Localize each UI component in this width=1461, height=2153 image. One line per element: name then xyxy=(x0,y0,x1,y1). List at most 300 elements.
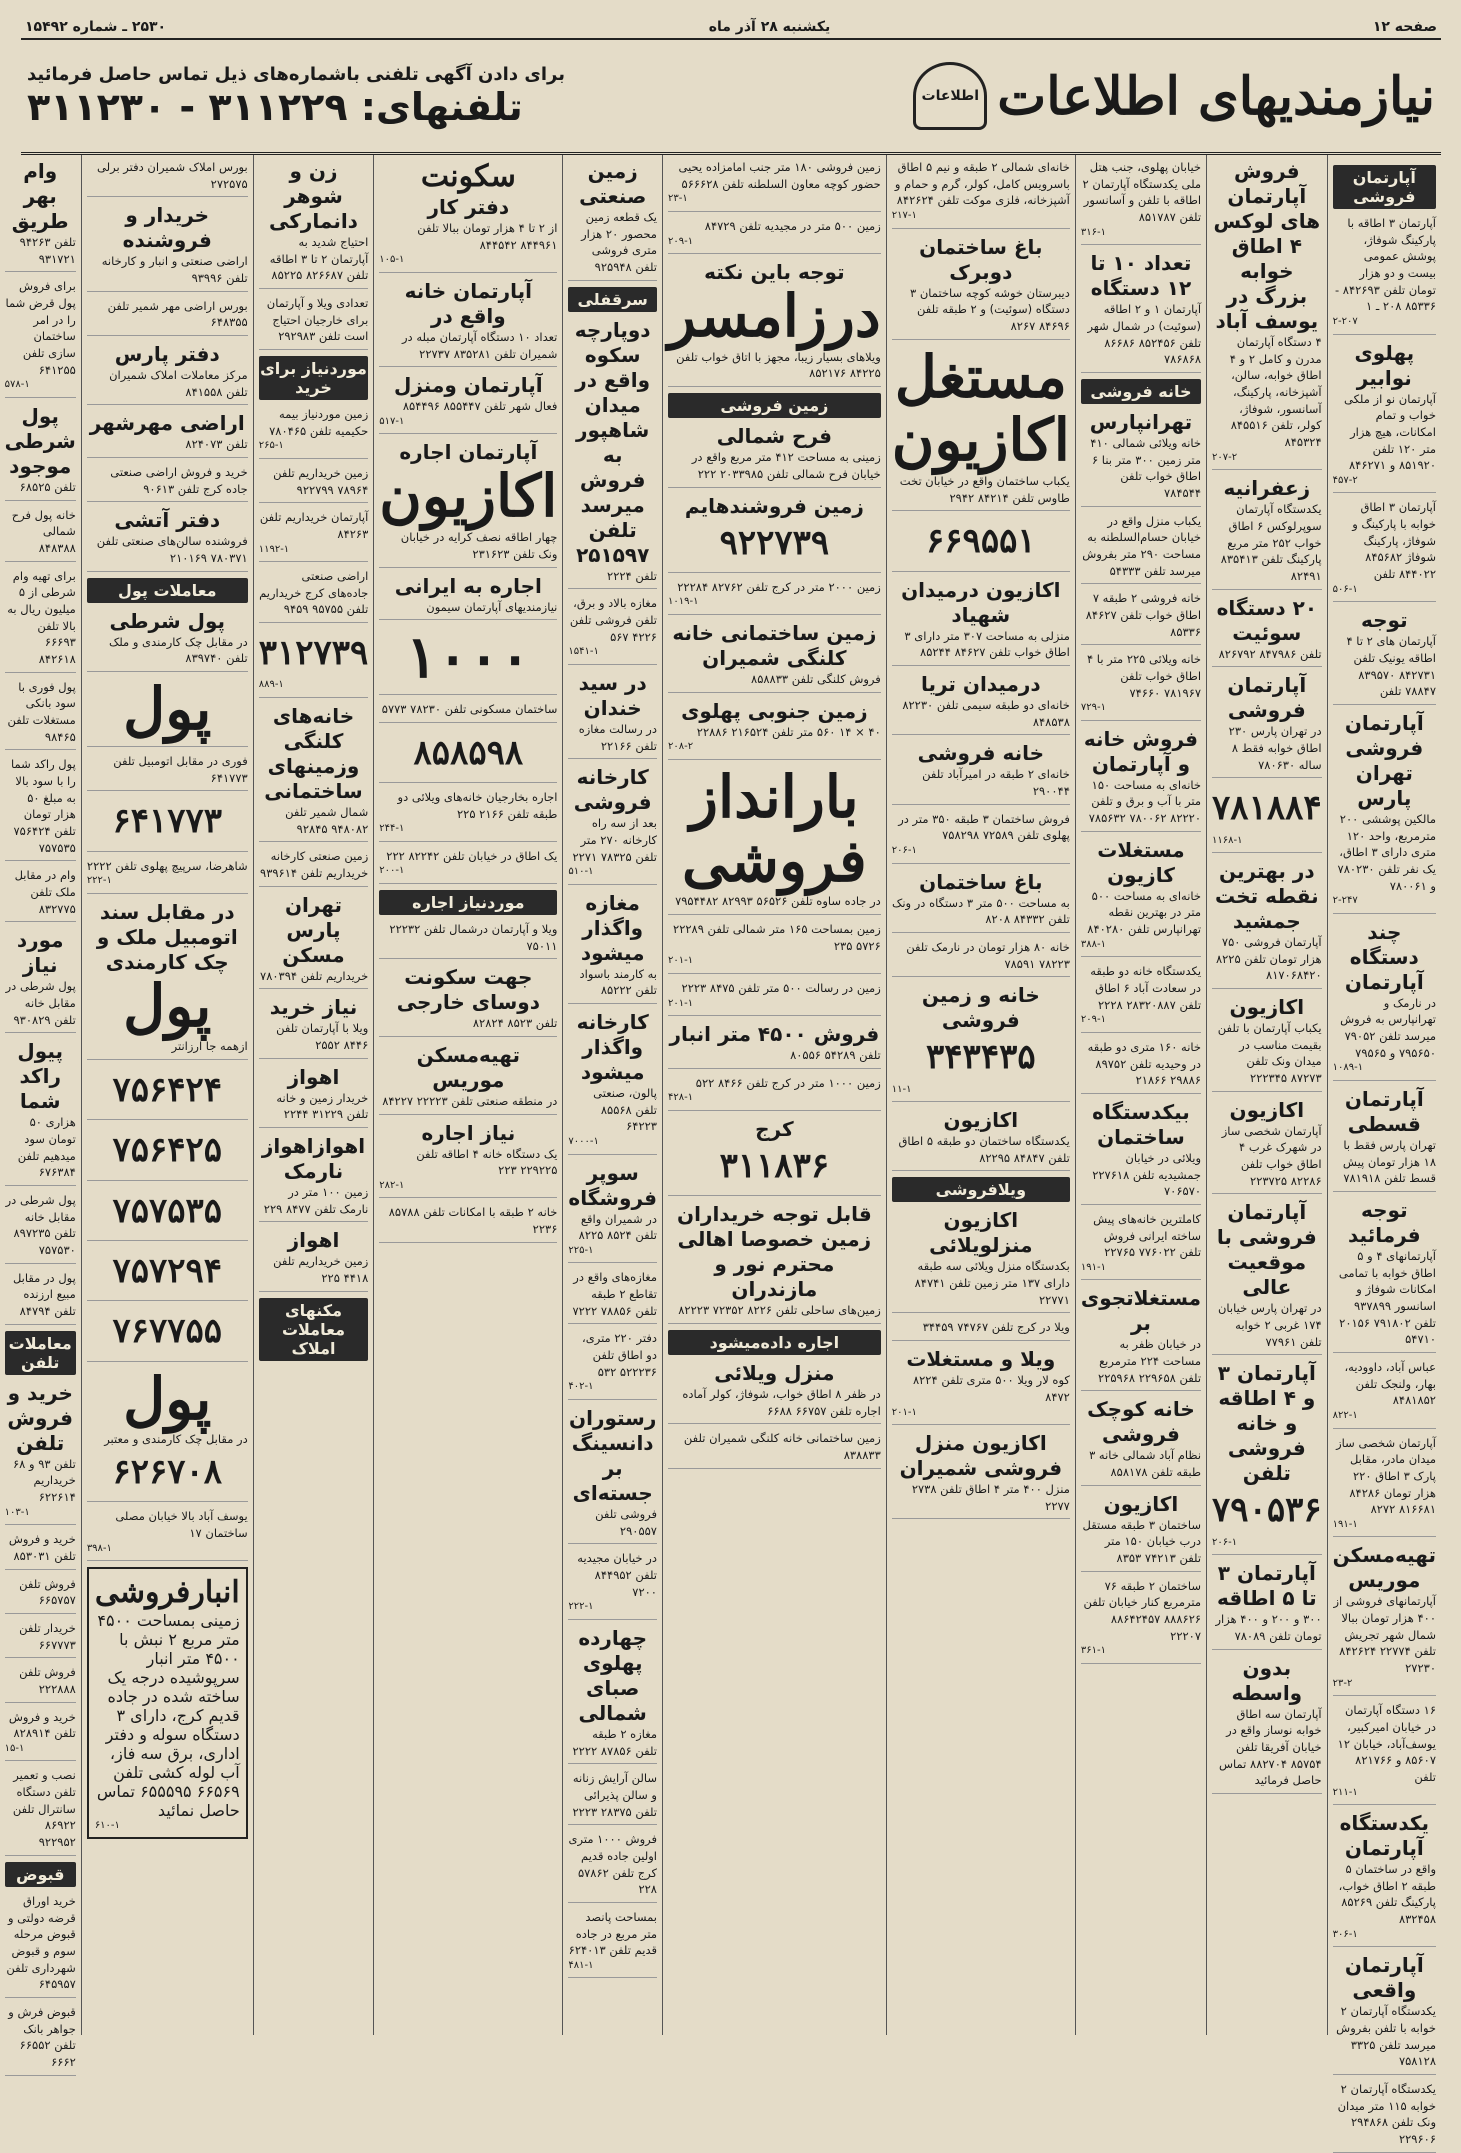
ad-body: تلفن ۶۸۵۲۵ xyxy=(19,479,76,494)
ad-heading: زعفرانیه xyxy=(1223,476,1311,501)
classified-ad xyxy=(87,411,248,458)
classified-ad xyxy=(379,279,557,367)
classified-ad xyxy=(87,508,248,571)
ad-phone-number: ۳۱۲۷۳۹ xyxy=(258,633,369,674)
ad-body: زمین خریداریم تلفن ۴۴۱۸ ۲۲۵ xyxy=(273,1254,369,1285)
ad-code: ۲۴۴-۱ xyxy=(379,823,405,835)
ad-heading: آپارتمان ۳ تا ۵ اطاقه xyxy=(1217,1561,1317,1611)
classified-ad xyxy=(1333,499,1436,602)
classified-ad xyxy=(1333,920,1436,1081)
ad-display-text: پول xyxy=(123,1364,212,1433)
ad-body: از ۲ تا ۴ هزار تومان ببالا تلفن ۸۴۴۹۶۱ ۸۴۴۵۴۲ xyxy=(417,221,558,252)
ad-body: در منطقه صنعتی تلفن ۲۲۲۲۳ ۸۴۲۲۷ xyxy=(382,1093,558,1108)
ad-heading: درمیدان تریا xyxy=(920,672,1041,697)
ad-heading: اکازیون xyxy=(1229,995,1305,1020)
ad-body: زمینی به مساحت ۴۱۲ متر مربع واقع در خیابان فرح شمالی تلفن ۲۰۳۳۹۸۵ ۲۲۲ xyxy=(691,450,881,481)
ad-body: زمین‌های ساحلی تلفن ۸۲۲۶ ۷۲۳۵۲ ۸۲۲۲۳ xyxy=(678,1303,881,1318)
classified-ad xyxy=(5,1620,76,1658)
classified-ad xyxy=(87,1508,248,1561)
ad-phone-number: ۸۵۸۵۹۸ xyxy=(413,732,524,773)
ad-code: ۱۹۱-۱ xyxy=(1080,1261,1106,1273)
classified-ad xyxy=(1081,838,1201,958)
classified-ad xyxy=(892,811,1070,864)
classified-ad xyxy=(568,318,657,590)
classified-ad xyxy=(87,1307,248,1361)
classified-ad xyxy=(259,568,369,623)
ad-heading: چهارده پهلوی صبای شمالی xyxy=(578,1625,648,1725)
ad-body: خریداریم تلفن ۷۸۰۳۹۴ xyxy=(260,968,369,983)
ad-body: بکدستگاه منزل ویلائی سه طبقه دارای ۱۳۷ متر زمین تلفن ۸۴۷۴۱ ۲۲۷۷۱ xyxy=(914,1259,1070,1307)
ad-heading: وام بهر طریق xyxy=(11,159,69,233)
ad-heading: تهران پارس مسکن xyxy=(282,892,345,967)
ad-body: خرید اوراق قرضه دولتی و قبوض مرحله سوم و قبوض شهرداری تلفن ۶۴۵۹۵۷ xyxy=(6,1893,76,1992)
ad-body: احتیاج شدید به آپارتمان ۲ تا ۳ اطاقه تلفن ۸۲۶۶۸۷ ۸۵۲۲۵ xyxy=(269,235,369,283)
ad-body: آپارتمان شخصی ساز در شهرک غرب ۴ اطاق خواب تلفن ۸۲۲۸۶ ۲۲۳۷۲۵ xyxy=(1221,1123,1322,1188)
ad-heading: آپارتمان ومنزل xyxy=(394,373,543,398)
classified-ad xyxy=(1212,1200,1322,1355)
classified-ad xyxy=(379,440,557,567)
ad-heading: دفتر پارس xyxy=(114,342,220,367)
ad-body: فروش تلفن ۶۶۵۷۵۷ xyxy=(19,1576,76,1608)
ad-code: ۲-۲۴۷ xyxy=(1332,895,1358,907)
ad-heading: کرج xyxy=(755,1116,794,1141)
ad-body: وام در مقابل ملک تلفن ۸۳۲۷۷۵ xyxy=(14,868,76,916)
classified-ad xyxy=(87,1066,248,1120)
masthead xyxy=(21,40,1441,155)
classified-ad xyxy=(668,1075,881,1111)
classified-ad xyxy=(1333,1702,1436,1805)
ad-display-text: اکازیون xyxy=(379,462,558,531)
classified-ad xyxy=(1081,1286,1201,1391)
ad-code: ۵۱۰-۱ xyxy=(568,866,594,878)
ad-body: در رسالت مغازه تلفن ۲۲۱۶۶ xyxy=(578,721,657,753)
ad-code: ۳۰۶-۱ xyxy=(1332,1928,1358,1940)
ad-code: ۲۲۲-۱ xyxy=(86,875,112,887)
ad-body: فعال شهر تلفن ۸۵۵۴۴۷ ۸۵۴۴۹۶ xyxy=(402,399,558,414)
ad-heading: خانه و زمین فروشی xyxy=(921,983,1040,1033)
classified-ad xyxy=(668,260,881,387)
ad-body: ویلا با آپارتمان تلفن ۸۴۴۶ ۲۵۵۲ xyxy=(276,1021,369,1052)
ad-body: مغازه بالاد و برق، تلفن فروشی تلفن ۴۲۲۶ ۵۶۷ xyxy=(569,596,657,644)
ad-body: فوری در مقابل اتومبیل تلفن ۶۴۱۷۷۳ xyxy=(113,753,248,785)
issue-date: یکشنبه ۲۸ آذر ماه xyxy=(708,19,831,35)
classified-ad xyxy=(1081,1397,1201,1485)
classified-ad xyxy=(892,235,1070,340)
ad-heading: اکازیون منزل فروشی شمیران xyxy=(899,1431,1063,1480)
classified-ad xyxy=(1081,513,1201,585)
ad-heading: فروش ۴۵۰۰ متر انبار xyxy=(669,1022,880,1047)
ad-phone-number: ۷۵۶۴۲۵ xyxy=(112,1130,223,1171)
ad-body: عباس آباد، داوودیه، بهار، ولنجک تلفن ۸۴۸۱۸۵۲ xyxy=(1344,1360,1436,1408)
ad-body: تلفن ۵۴۲۸۹ ۸۰۵۵۶ xyxy=(790,1048,881,1063)
ad-body: کاملترین خانه‌های پیش ساخته ایرانی فروش تلفن ۷۷۶۰۲۲ ۲۲۷۶۵ xyxy=(1093,1211,1202,1260)
ad-code: ۲۸۲-۱ xyxy=(379,1179,405,1191)
ad-heading: کارخانه فروشی xyxy=(573,765,652,815)
classified-ad xyxy=(568,1269,657,1324)
classified-ad xyxy=(1333,1811,1436,1947)
ad-heading: ۲۰ دستگاه سوئیت xyxy=(1216,595,1318,645)
classified-ad xyxy=(1081,1211,1201,1281)
classified-ad xyxy=(668,1361,881,1424)
classified-ad xyxy=(668,621,881,693)
ad-code: ۲۰۰-۱ xyxy=(379,865,405,877)
classified-ad xyxy=(87,1364,248,1503)
ad-body: ویلا و آپارتمان درشمال تلفن ۲۲۲۳۲ ۷۵۰۱۱ xyxy=(389,921,558,953)
issue-number: ۲۵۳۰ ـ شماره ۱۵۴۹۲ xyxy=(25,19,167,35)
ad-body: فروش ساختمان ۳ طبقه ۳۵۰ متر در پهلوی تلفن ۷۲۵۸۹ ۷۵۸۲۹۸ xyxy=(898,811,1070,843)
classified-ad xyxy=(892,1431,1070,1519)
ad-heading: آپارتمان واقعی xyxy=(1344,1953,1424,2003)
brand xyxy=(913,62,1435,130)
ad-heading: اهواز xyxy=(287,1228,340,1253)
ad-body: آپارتمانهای ۴ و ۵ اطاق خوابه با تمامی امکانات شوفاژ و اسانسور ۹۳۷۸۹۹ تلفن ۷۹۱۸۰۲ ۲۰۱۵۶ ۵۴۷۱۰ xyxy=(1338,1249,1436,1347)
ad-body: در تهران پارس ۲۳۰ اطاق خوابه فقط ۸ ساله ۷۸۰۶۳۰ xyxy=(1228,724,1322,772)
ad-phone-number: ۹۲۲۷۳۹ xyxy=(719,522,830,563)
ad-body: در ظفر ۸ اطاق خواب، شوفاژ، کولر آماده اجاره تلفن ۶۶۷۵۷ ۶۶۸۸ xyxy=(682,1386,881,1418)
classified-ad xyxy=(1081,963,1201,1033)
classified-ad xyxy=(87,159,248,197)
classified-ad xyxy=(5,1767,76,1855)
classified-ad xyxy=(1212,159,1322,470)
ad-body: قبوض فرش و جواهر بانک تلفن ۶۶۵۵۲ ۶۶۶۲ xyxy=(8,2004,76,2069)
ad-code: ۴۵۷-۲ xyxy=(1332,474,1358,486)
ad-code: ۲۲۲-۱ xyxy=(568,1601,594,1613)
ad-column xyxy=(373,155,562,2035)
ad-phone-number: ۳۴۳۴۳۵ xyxy=(926,1037,1036,1078)
ad-code: ۱۰۸۹-۱ xyxy=(1332,1062,1364,1074)
ad-body: آپارتمانهای فروشی از ۴۰۰ هزار تومان ببالا شمال شهر تجریش تلفن ۲۲۷۷۴ ۸۴۲۶۲۴ ۲۷۲۳۰ xyxy=(1333,1594,1436,1676)
ad-heading: منزل ویلائی xyxy=(714,1360,835,1385)
section-banner: قبوض xyxy=(5,1862,76,1887)
ad-body: تهران پارس فقط با ۱۸ هزار تومان پیش قسط تلفن ۷۸۱۹۱۸ xyxy=(1342,1137,1436,1186)
ad-display-text: ۱۰۰۰ xyxy=(406,623,531,692)
ad-code: ۵۱۷-۱ xyxy=(379,415,405,427)
ad-heading: اکازیون xyxy=(1229,1097,1305,1122)
ad-code: ۱۵۴۱-۱ xyxy=(568,646,599,658)
ad-code: ۱۱-۱ xyxy=(891,1083,912,1095)
ad-body: منزلی به مساحت ۳۰۷ متر دارای ۳ اطاق خواب تلفن ۸۴۶۲۷ ۸۵۲۴۴ xyxy=(904,628,1070,660)
ad-column xyxy=(562,155,662,2035)
classified-ad xyxy=(87,1247,248,1301)
classified-ad xyxy=(568,765,657,885)
classified-ad xyxy=(87,1126,248,1180)
classified-ad xyxy=(668,921,881,974)
classified-ad xyxy=(87,753,248,791)
ad-heading: در بهترین نقطه تخت جمشید xyxy=(1215,859,1319,934)
ad-body: اجاره بخارجیان خانه‌های ویلائی دو طبقه تلفن ۲۱۶۶ ۲۲۵ xyxy=(397,789,558,821)
ad-heading: اهواز xyxy=(287,1064,340,1089)
classified-ad xyxy=(379,1204,557,1242)
classified-ad xyxy=(892,159,1070,229)
ad-body: به مساحت ۵۰۰ متر ۳ دستگاه در ونک تلفن ۸۴۳۳۲ ۸۲۰۸ xyxy=(892,895,1070,927)
classified-ad xyxy=(568,595,657,665)
classified-ad xyxy=(379,789,557,842)
classified-ad xyxy=(5,568,76,673)
contact-note: برای دادن آگهی تلفنی باشماره‌های ذیل تماس حاصل فرمائید xyxy=(27,63,565,85)
classified-ad xyxy=(259,1228,369,1291)
classified-ad xyxy=(892,1347,1070,1425)
classified-ad xyxy=(1212,1361,1322,1555)
ad-heading: در مقابل سند اتومبیل ملک و چک کارمندی xyxy=(96,899,238,974)
ad-heading: زمین ساختمانی خانه کلنگی شمیران xyxy=(672,620,877,670)
running-header xyxy=(21,16,1441,40)
ad-body: واقع در ساختمان ۵ طبقه ۲ اطاق خواب، پارکینگ تلفن ۸۵۲۶۹ ۸۳۲۴۵۸ xyxy=(1338,1862,1436,1927)
classified-ad xyxy=(1333,1198,1436,1353)
classified-ad xyxy=(379,729,557,783)
classified-ad xyxy=(892,1319,1070,1341)
ad-phone-number: ۷۹۰۵۳۶ xyxy=(1212,1490,1322,1531)
ad-body: خانه‌ای شمالی ۲ طبقه و نیم ۵ اطاق باسرویس کامل، کولر، گرم و حمام و آشپزخانه، فلزی موکت تلفن ۸۴۲۶۲۴ xyxy=(894,160,1070,208)
ad-body: خانه‌ای دو طبقه سیمی تلفن ۸۲۲۳۰ ۸۴۸۵۳۸ xyxy=(902,698,1070,729)
ad-heading: مستغلات کازیون xyxy=(1097,837,1185,887)
ad-body: ۳۰۰ و ۲۰۰ و ۴۰۰ هزار تومان تلفن ۷۸۰۸۹ xyxy=(1215,1612,1322,1643)
section-title: نیازمندیهای اطلاعات xyxy=(997,65,1435,127)
classified-ad xyxy=(1212,596,1322,668)
ad-heading: آپارتمان خانه واقع در xyxy=(404,278,533,328)
classified-ad xyxy=(1333,215,1436,335)
classified-ad xyxy=(5,1576,76,1614)
ad-code: ۱۵-۱ xyxy=(4,1742,25,1754)
classified-ad xyxy=(1081,1100,1201,1205)
ad-body: در مقابل چک کارمندی و معتبر xyxy=(104,1432,248,1447)
ad-body: شاهرضا، سرپیچ پهلوی تلفن ۲۲۲۲ xyxy=(86,858,248,873)
classified-ad xyxy=(259,406,369,459)
classified-ad xyxy=(1081,727,1201,832)
ad-code: ۲۰۹-۱ xyxy=(1080,1014,1106,1026)
ad-body: یکدستگاه ساختمان دو طبقه ۵ اطاق تلفن ۸۴۸۴۷ ۸۲۲۹۵ xyxy=(898,1134,1070,1165)
ad-body: خانه فروشی ۲ طبقه ۷ اطاق خواب تلفن ۸۴۶۲۷ ۸۵۳۳۶ xyxy=(1085,591,1202,639)
classified-ad xyxy=(5,1039,76,1186)
classified-ad xyxy=(568,1010,657,1155)
ad-body: ۴ دستگاه آپارتمان مدرن و کامل ۲ و ۴ اطاق خوابه، سالن، آشپزخانه، پارکینگ، آسانسور، شوفاژ، کولر، تلفن ۸۴۵۵۱۶ ۸۴۵۳۲۴ xyxy=(1229,335,1322,450)
ad-code: ۲۰۶-۱ xyxy=(1212,1536,1238,1548)
ad-heading: آپارتمان فروشی تهران پارس xyxy=(1344,710,1424,810)
ad-heading: مستغلاتجوی بر xyxy=(1080,1286,1202,1336)
ad-body: خریدار زمین و خانه تلفن ۳۱۲۲۹ ۲۲۴۴ xyxy=(276,1090,369,1122)
ad-column xyxy=(253,155,374,2035)
ad-body: در جاده ساوه تلفن ۵۶۵۲۶ ۸۲۹۹۳ ۷۹۵۴۴۸۲ xyxy=(675,894,881,909)
classified-ad xyxy=(668,699,881,760)
ad-heading: جهت سکونت دوسای خارجی xyxy=(396,965,540,1015)
ad-heading: مورد نیاز xyxy=(16,928,64,978)
classified-ad xyxy=(568,1626,657,1764)
ad-heading: خرید و فروش تلفن xyxy=(7,1380,73,1455)
classified-ad xyxy=(668,1117,881,1196)
ad-display-text: پول xyxy=(123,971,212,1040)
ad-heading: تهیه‌مسکن موریس xyxy=(1332,1543,1436,1593)
ad-code: ۲۲۵-۱ xyxy=(568,1244,594,1256)
ad-heading: مغازه واگذار میشود xyxy=(580,890,645,965)
ad-body: خانه ویلائی شمالی ۴۱۰ متر زمین ۳۰۰ متر بنا ۶ اطاق خواب تلفن ۷۸۴۵۴۴ xyxy=(1090,435,1202,500)
ad-body: آپارتمان ۳ اطاقه با پارکینگ شوفاژ، پوشش عمومی بیست و دو هزار تومان تلفن ۸۴۲۶۹۳ - ۸۵۳۳۶ ۲۰۸ ـ ۱ xyxy=(1334,216,1436,314)
ad-heading: باغ ساختمان xyxy=(919,869,1043,894)
ad-phone-number: ۷۵۷۵۳۵ xyxy=(112,1190,223,1231)
ad-code: ۲۰۱-۱ xyxy=(667,955,694,967)
ad-body: خانه ۸۰ هزار تومان در نارمک تلفن ۷۸۲۲۳ ۷۸۵۹۱ xyxy=(906,939,1070,971)
classified-ad xyxy=(87,298,248,336)
ad-body: آپارتمان خریداریم تلفن ۸۴۲۶۳ xyxy=(259,510,369,541)
ad-body: آپارتمان شخصی ساز میدان مادر، مقابل پارک ۳ اطاق ۲۲۰ هزار تومان ۸۴۲۸۶ ۸۱۶۶۸۱ ۸۲۷۲ xyxy=(1336,1435,1436,1517)
ad-code: ۱۱۹۲-۱ xyxy=(258,543,290,555)
ad-heading: قابل توجه خریداران زمین خصوصا اهالی محترم نور و مازندران xyxy=(677,1202,872,1302)
classified-ad xyxy=(568,159,657,281)
ad-body: پول راکد شما را با سود بالا به مبلغ ۵۰ هزار تومان تلفن ۷۵۶۴۲۴ ۷۵۷۵۳۵ xyxy=(10,757,76,855)
classified-ad xyxy=(87,797,248,851)
ad-heading: اکازیون درمیدان شهیاد xyxy=(901,577,1061,627)
classified-ad xyxy=(1333,1359,1436,1429)
classified-ad xyxy=(87,609,248,672)
ad-code: ۲۳-۱ xyxy=(667,193,688,205)
ad-code: ۳۶۱-۱ xyxy=(1080,1645,1106,1657)
classified-ad xyxy=(1081,251,1201,373)
classified-ad xyxy=(892,741,1070,804)
ad-phone-number: ۳۱۱۸۳۶ xyxy=(719,1145,830,1186)
ad-heading: تعداد ۱۰ تا ۱۲ دستگاه xyxy=(1090,251,1192,301)
classified-ad xyxy=(259,465,369,503)
classified-ad xyxy=(1333,608,1436,705)
ad-body: آپارتمان ۳ اطاق خوابه با پارکینگ و شوفاژ، پارکینگ شوفاژ ۸۴۵۶۸۲ ۸۴۴۰۲۲ تلفن xyxy=(1352,500,1436,582)
ad-body: دیبرستان خوشه کوچه ساختمان ۳ دستگاه (سوئیت) و ۲ طبقه تلفن ۸۴۶۹۶ ۸۲۶۷ xyxy=(910,285,1070,333)
ad-heading: زمین صنعتی xyxy=(579,159,647,208)
classified-ad xyxy=(5,1381,76,1526)
classified-ad xyxy=(379,701,557,723)
classified-ad xyxy=(1333,341,1436,494)
ad-body: مالکین پوششی ۲۰۰ مترمربع، واحد ۱۲۰ متری دارای ۳ اطاق، یک نفر تلفن ۷۸۰۲۳۰ و ۷۸۰۰۶۱ xyxy=(1337,811,1436,893)
ad-body: آپارتمان سه اطاق خوابه نوساز واقع در خیابان آفریقا تلفن ۸۵۷۵۴ ۸۸۲۷۰۴ تماس حاصل فرمائید xyxy=(1218,1706,1322,1788)
classified-ad xyxy=(668,424,881,487)
ad-body: پول شرطی در مقابل خانه تلفن ۹۳۰۸۲۹ xyxy=(5,979,76,1027)
ad-phone-number: ۷۶۷۷۵۵ xyxy=(112,1311,223,1352)
classified-ad xyxy=(1212,1561,1322,1649)
ad-heading: خریدار و فروشنده xyxy=(122,203,212,253)
ad-body: در نارمک و تهرانپارس به فروش میرسد تلفن ۷۹۰۵۲ ۷۹۵۶۵۰ و ۷۹۵۶۵ xyxy=(1340,995,1436,1060)
ad-body: زمین در رسالت ۵۰۰ متر تلفن ۸۴۷۵ ۲۲۲۳ xyxy=(681,980,881,995)
ad-columns xyxy=(4,155,1441,2147)
ad-body: تلفن ۲۲۲۴ xyxy=(607,568,657,583)
ad-heading: سوپر فروشگاه xyxy=(568,1160,657,1210)
classified-ad xyxy=(668,579,881,615)
ad-body: یک قطعه زمین محصور ۲۰ هزار متری فروشی تلفن ۹۲۵۹۴۸ xyxy=(581,210,657,275)
classified-ad xyxy=(568,1770,657,1825)
ad-body: در شمیران واقع تلفن ۸۵۲۴ ۸۲۲۵ xyxy=(578,1211,657,1243)
ad-heading: پیول راکد شما xyxy=(17,1039,63,1114)
ad-body: خیابان پهلوی، جنب هتل ملی یکدستگاه آپارتمان ۲ اطاقه با تلفن و آسانسور تلفن ۸۵۱۷۸۷ xyxy=(1082,160,1202,225)
ad-body: تعداد ۱۰ دستگاه آپارتمان مبله در شمیران تلفن ۸۳۵۲۸۱ ۲۲۷۳۷ xyxy=(402,329,558,361)
ad-body: کوه لار ویلا ۵۰۰ متری تلفن ۸۲۲۴ ۸۴۷۲ xyxy=(912,1373,1070,1404)
ad-body: ویلائی در خیابان جمشیدیه تلفن ۲۲۷۶۱۸ ۷۰۶۵۷۰ xyxy=(1092,1150,1202,1199)
ad-body: یک دستگاه خانه ۴ اطاقه تلفن ۲۲۹۲۲۵ ۲۲۳ xyxy=(416,1146,558,1178)
ad-code: ۴۲۸-۱ xyxy=(667,1092,694,1104)
section-banner: معاملات تلفن xyxy=(5,1331,76,1375)
ad-body: زمین ۱۰۰ متر در نارمک تلفن ۸۴۷۷ ۲۲۹ xyxy=(263,1184,369,1216)
classified-ad xyxy=(259,704,369,842)
ad-heading: خانه کوچک فروشی xyxy=(1087,1397,1195,1447)
newspaper-page xyxy=(4,16,1441,2147)
ad-big-heading: سکونت xyxy=(420,159,516,194)
ad-heading: فرح شمالی xyxy=(716,424,832,449)
classified-ad xyxy=(892,939,1070,977)
classified-ad xyxy=(5,867,76,922)
classified-ad xyxy=(1212,476,1322,589)
ad-body: نظام آباد شمالی خانه ۳ طبقه تلفن ۸۵۸۱۷۸ xyxy=(1089,1448,1202,1480)
classified-ad xyxy=(379,965,557,1037)
classified-ad xyxy=(892,672,1070,735)
ad-body: خانه ویلائی ۲۲۵ متر با ۴ اطاق خواب تلفن ۷۸۱۹۶۷ ۷۴۶۶۰ xyxy=(1086,652,1202,700)
ad-body: فروشنده سالن‌های صنعتی تلفن ۷۸۰۳۷۱ ۲۱۰۱۶۹ xyxy=(96,534,248,566)
ad-phone-number: ۶۲۶۷۰۸ xyxy=(112,1452,223,1493)
contact-phones: تلفنهای: ۳۱۱۲۲۹ - ۳۱۱۲۳۰ xyxy=(27,84,523,129)
classified-ad xyxy=(379,159,557,273)
ad-code: ۳۸۸-۱ xyxy=(1080,938,1106,950)
ad-display-text: بارانداز فروشی xyxy=(682,762,867,895)
ad-body: یکباب ساختمان واقع در خیابان تخت طاوس تلفن ۸۴۲۱۴ ۲۹۴۲ xyxy=(899,474,1070,505)
classified-ad xyxy=(379,1043,557,1115)
classified-ad xyxy=(87,675,248,747)
ad-body: در خیابان مجیدیه تلفن ۸۴۴۹۵۲ ۷۲۰۰ xyxy=(577,1551,657,1599)
ad-body: دفتر ۲۲۰ متری، دو اطاق تلفن ۵۲۲۲۳۶ ۵۳۲ xyxy=(582,1331,657,1379)
classified-ad xyxy=(1081,590,1201,645)
ad-body: خانه ۱۶۰ متری دو طبقه در وحیدیه تلفن ۸۹۷۵۲ ۲۹۸۸۶ ۲۱۸۶۶ xyxy=(1087,1039,1202,1088)
classified-ad xyxy=(668,159,881,212)
ad-heading: اکازیون xyxy=(943,1108,1019,1133)
section-banner: خانه فروشی xyxy=(1081,379,1201,404)
ad-body: فروش تلفن ۲۲۲۸۸۸ xyxy=(19,1665,76,1696)
classified-ad xyxy=(259,848,369,886)
ad-body: زمین صنعتی کارخانه خریداریم تلفن ۹۳۹۶۱۴ xyxy=(260,849,369,880)
ad-display-text: مستغل اکازیون xyxy=(891,342,1070,475)
classified-ad xyxy=(259,509,369,562)
ad-heading: اراضی مهرشهر xyxy=(89,411,245,436)
classified-ad xyxy=(892,578,1070,666)
ad-code: ۳۱۶-۱ xyxy=(1080,226,1106,238)
ad-body: زمین ساختمانی خانه کلنگی شمیران تلفن ۸۳۸۸۳۳ xyxy=(683,1431,881,1462)
ad-body: بعد از سه راه کارخانه ۲۷۰ متر تلفن ۷۸۳۲۵ ۲۲۷۱ xyxy=(572,816,657,864)
ad-body: اراضی صنعتی و انبار و کارخانه تلفن ۹۳۹۹۶ xyxy=(101,254,248,286)
classified-ad xyxy=(1212,784,1322,853)
classified-ad xyxy=(1333,2081,1436,2153)
ad-column xyxy=(1206,155,1327,2035)
classified-ad xyxy=(1333,1435,1436,1538)
ad-body: در تهران پارس خیابان ۱۷۴ غربی ۲ خوابه تلفن ۷۷۹۶۱ xyxy=(1217,1301,1322,1349)
ad-body: ویلا در کرج تلفن ۷۴۷۶۷ ۳۴۴۵۹ xyxy=(922,1320,1070,1335)
classified-ad xyxy=(568,671,657,759)
newspaper-logo xyxy=(913,62,987,130)
ad-body: زمین ۱۰۰۰ متر در کرج تلفن ۸۴۶۶ ۵۲۲ xyxy=(695,1075,881,1090)
classified-ad xyxy=(1333,1953,1436,2075)
ad-body: ۴۰ × ۱۴ ۵۶۰ متر تلفن ۲۱۶۵۲۴ ۲۲۸۸۶ xyxy=(696,724,881,739)
ad-code: ۲۱۷-۱ xyxy=(891,210,917,222)
classified-ad xyxy=(668,1430,881,1468)
ad-code: ۱۰۱۹-۱ xyxy=(667,596,699,608)
ad-code: ۲۰۱-۱ xyxy=(891,1406,917,1418)
classified-ad xyxy=(87,203,248,291)
ad-code: ۴۸۱-۱ xyxy=(568,1959,594,1971)
ad-body: ازهمه جا ارزانتر xyxy=(171,1039,248,1054)
ad-body: ساختمان ۲ طبقه ۷۶ مترمربع کنار خیابان تلفن ۸۸۸۶۲۶ ۸۸۶۴۲۴۵۷ ۲۲۲۰۷ xyxy=(1083,1578,1202,1643)
ad-heading: کارخانه واگذار میشود xyxy=(576,1010,649,1085)
classified-ad xyxy=(668,494,881,573)
classified-ad xyxy=(5,1709,76,1762)
ad-column xyxy=(886,155,1075,2035)
ad-body: مرکز معاملات املاک شمیران تلفن ۸۴۱۵۵۸ xyxy=(109,368,248,399)
classified-ad xyxy=(892,1108,1070,1171)
ad-body: ساختمان مسکونی تلفن ۷۸۲۳۰ ۵۷۷۳ xyxy=(381,701,558,716)
ad-body: آپارتمان فروشی ۷۵۰ هزار تومان تلفن ۸۲۲۵ ۸۱۷۰۶۸۴۲۰ xyxy=(1215,935,1322,983)
classified-ad xyxy=(568,1406,657,1544)
ad-body: خانه‌ای ۲ طبقه در امیرآباد تلفن ۲۹۰۰۴۴ xyxy=(922,767,1070,799)
classified-ad xyxy=(1212,859,1322,989)
classified-ad xyxy=(259,1065,369,1128)
